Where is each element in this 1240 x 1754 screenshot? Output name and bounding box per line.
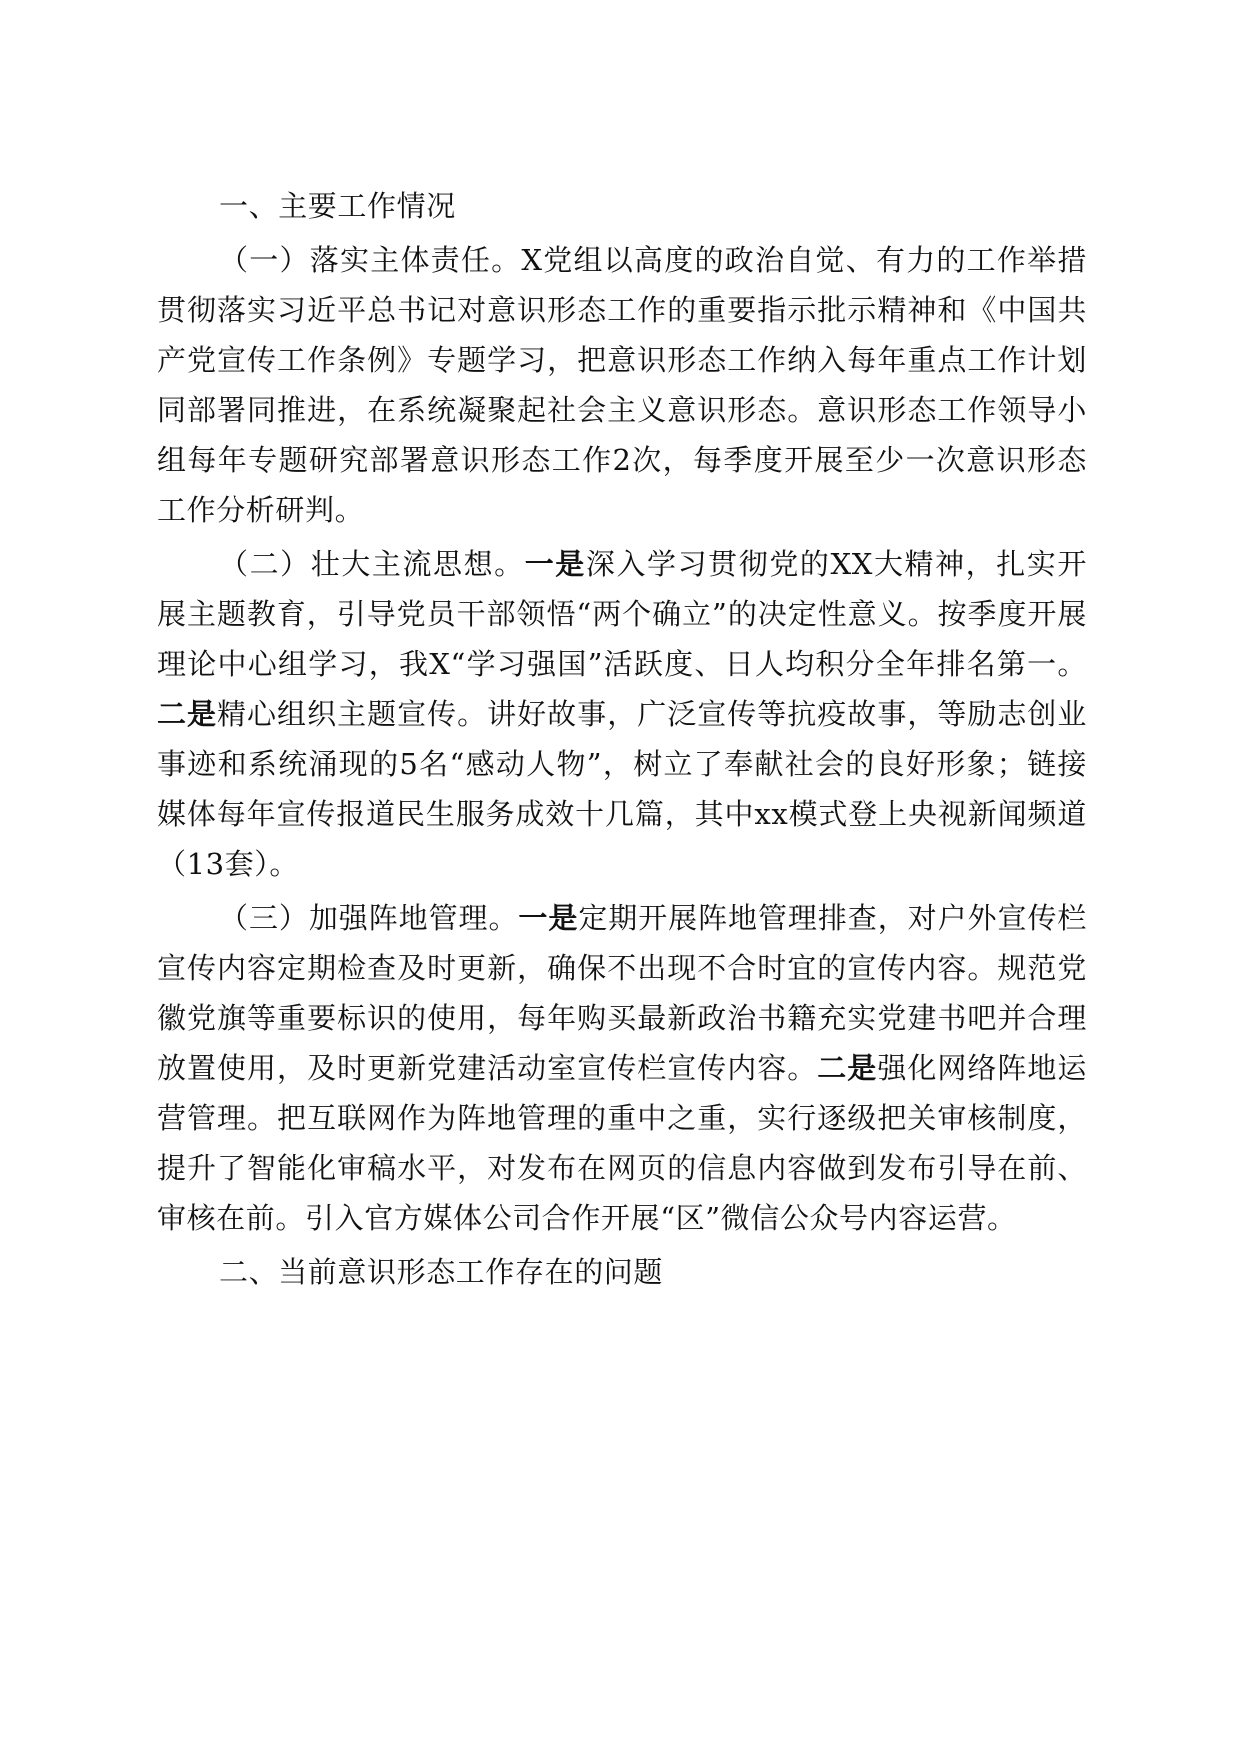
- paragraph-position-management: [157, 893, 1087, 1243]
- document-body: [157, 181, 1087, 1297]
- para3-text-second: 强化网络阵地运营管理。把互联网作为阵地管理的重中之重，实行逐级把关审核制度，提升了智能化审稿水平，对发布在网页的信息内容做到发布引导在前、审核在前。引入官方媒体公司合作开展“区”微信公众号内容运营。: [157, 1051, 1088, 1235]
- section-heading-main-work: 一、主要工作情况: [219, 189, 456, 223]
- para2-text-first: 深入学习贯彻党的XX大精神，扎实开展主题教育，引导党员干部领悟“两个确立”的决定性意义。按季度开展理论中心组学习，我X“学习强国”活跃度、日人均积分全年排名第一。: [157, 547, 1087, 681]
- paragraph-mainstream-thought: [157, 539, 1087, 889]
- para2-bold-second: 二是: [157, 697, 218, 731]
- para3-lead: （三）加强阵地管理。: [219, 901, 519, 935]
- para3-bold-first: 一是: [518, 901, 579, 935]
- para2-text-second: 精心组织主题宣传。讲好故事，广泛宣传等抗疫故事，等励志创业事迹和系统涌现的5名“感动人物”，树立了奉献社会的良好形象；链接媒体每年宣传报道民生服务成效十几篇，其中xx模式登上央视新闻频道（13套）。: [157, 697, 1087, 881]
- para3-bold-second: 二是: [817, 1051, 878, 1085]
- para2-lead: （二）壮大主流思想。: [219, 547, 525, 581]
- para3-text-first: 定期开展阵地管理排查，对户外宣传栏宣传内容定期检查及时更新，确保不出现不合时宜的宣传内容。规范党徽党旗等重要标识的使用，每年购买最新政治书籍充实党建书吧并合理放置使用，及时更新党建活动室宣传栏宣传内容。: [157, 901, 1087, 1085]
- para2-bold-first: 一是: [524, 547, 586, 581]
- paragraph-subject-responsibility: （一）落实主体责任。X党组以高度的政治自觉、有力的工作举措贯彻落实习近平总书记对意识形态工作的重要指示批示精神和《中国共产党宣传工作条例》专题学习，把意识形态工作纳入每年重点工作计划同部署同推进，在系统凝聚起社会主义意识形态。意识形态工作领导小组每年专题研究部署意识形态工作2次，每季度开展至少一次意识形态工作分析研判。: [157, 243, 1087, 527]
- section-heading-problems: 二、当前意识形态工作存在的问题: [219, 1255, 664, 1289]
